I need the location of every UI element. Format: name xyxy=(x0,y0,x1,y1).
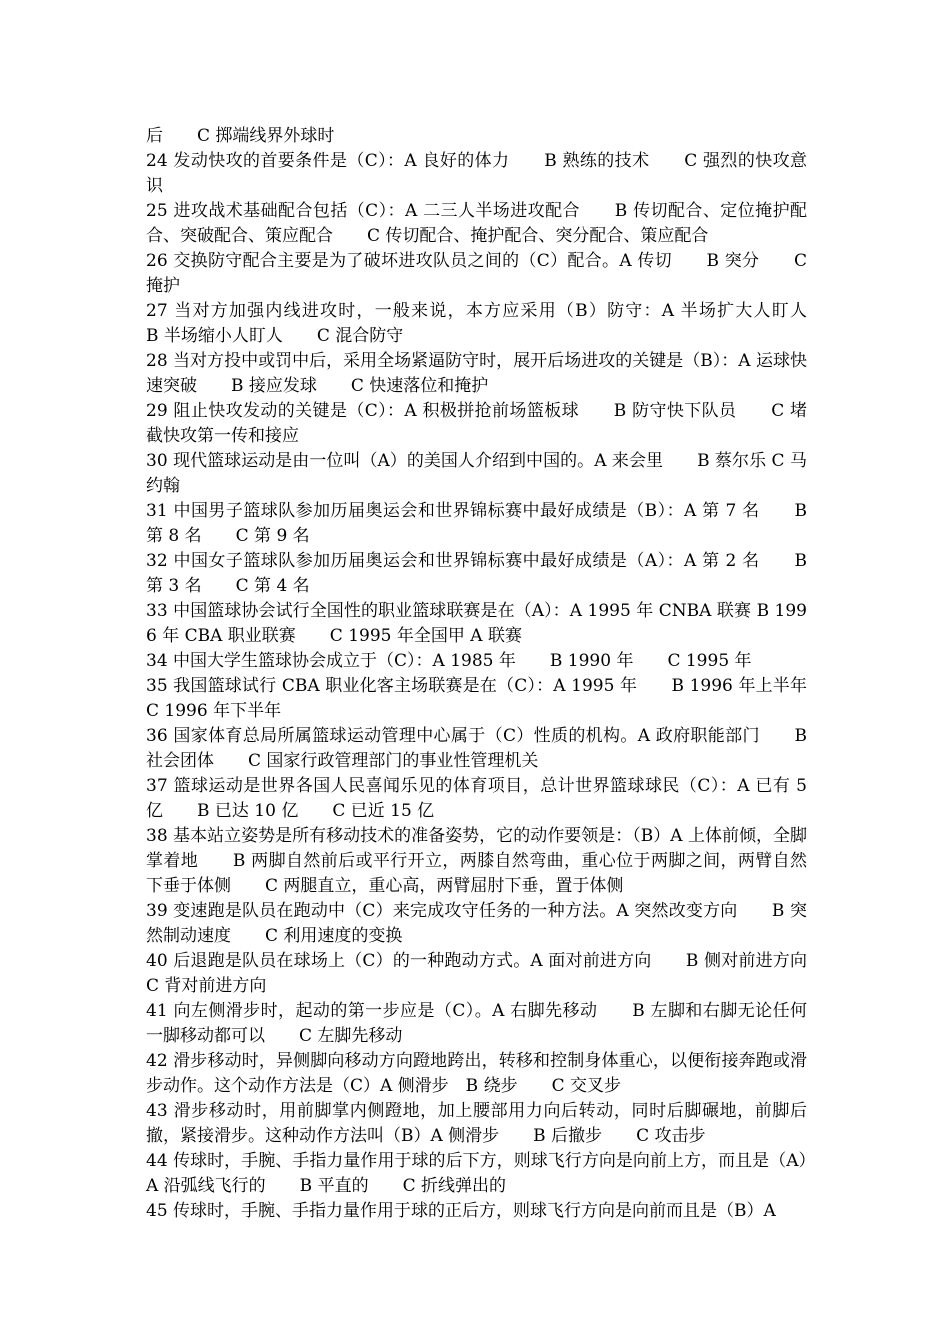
question-34: 34 中国大学生篮球协会成立于（C）：A 1985 年 B 1990 年 C 1995 年 xyxy=(146,651,752,671)
paragraph-23-tail: 后 C 掷端线界外球时 xyxy=(146,126,335,146)
question-37: 37 篮球运动是世界各国人民喜闻乐见的体育项目，总计世界篮球球民（C）：A 已有 5 亿 B 已达 10 亿 C 已近 15 亿 xyxy=(146,776,813,821)
question-30: 30 现代篮球运动是由一位叫（A）的美国人介绍到中国的。A 来会里 B 蔡尔乐 C 马约翰 xyxy=(146,451,807,496)
question-26: 26 交换防守配合主要是为了破坏进攻队员之间的（C）配合。A 传切 B 突分 C 掩护 xyxy=(146,251,813,296)
question-24: 24 发动快攻的首要条件是（C）：A 良好的体力 B 熟练的技术 C 强烈的快攻意识 xyxy=(146,151,807,196)
question-35: 35 我国篮球试行 CBA 职业化客主场联赛是在（C）：A 1995 年 B 1996 年上半年 C 1996 年下半年 xyxy=(146,676,841,721)
question-33: 33 中国篮球协会试行全国性的职业篮球联赛是在（A）：A 1995 年 CNBA 联赛 B 1996 年 CBA 职业联赛 C 1995 年全国甲 A 联赛 xyxy=(146,601,807,646)
question-44: 44 传球时，手腕、手指力量作用于球的后下方，则球飞行方向是向前上方，而且是（A）A 沿弧线飞行的 B 平直的 C 折线弹出的 xyxy=(146,1151,807,1196)
question-39: 39 变速跑是队员在跑动中（C）来完成攻守任务的一种方法。A 突然改变方向 B 突然制动速度 C 利用速度的变换 xyxy=(146,901,807,946)
document-body xyxy=(146,124,841,1224)
question-36: 36 国家体育总局所属篮球运动管理中心属于（C）性质的机构。A 政府职能部门 B 社会团体 C 国家行政管理部门的事业性管理机关 xyxy=(146,726,813,771)
question-38: 38 基本站立姿势是所有移动技术的准备姿势，它的动作要领是：（B）A 上体前倾，全脚掌着地 B 两脚自然前后或平行开立，两膝自然弯曲，重心位于两脚之间，两臂自然下垂于体侧 C 两腿直立，重心高，两臂屈肘下垂，置于体侧 xyxy=(146,826,807,896)
question-41: 41 向左侧滑步时，起动的第一步应是（C）。A 右脚先移动 B 左脚和右脚无论任何一脚移动都可以 C 左脚先移动 xyxy=(146,1001,807,1046)
question-43: 43 滑步移动时，用前脚掌内侧蹬地，加上腰部用力向后转动，同时后脚碾地，前脚后撤，紧接滑步。这种动作方法叫（B）A 侧滑步 B 后撤步 C 攻击步 xyxy=(146,1101,807,1146)
question-31: 31 中国男子篮球队参加历届奥运会和世界锦标赛中最好成绩是（B）：A 第 7 名 B 第 8 名 C 第 9 名 xyxy=(146,501,813,546)
question-28: 28 当对方投中或罚中后，采用全场紧逼防守时，展开后场进攻的关键是（B）：A 运球快速突破 B 接应发球 C 快速落位和掩护 xyxy=(146,351,807,396)
question-29: 29 阻止快攻发动的关键是（C）：A 积极拼抢前场篮板球 B 防守快下队员 C 堵截快攻第一传和接应 xyxy=(146,401,807,446)
question-40: 40 后退跑是队员在球场上（C）的一种跑动方式。A 面对前进方向 B 侧对前进方向 C 背对前进方向 xyxy=(146,951,841,996)
question-45: 45 传球时，手腕、手指力量作用于球的正后方，则球飞行方向是向前而且是（B）A xyxy=(146,1201,776,1221)
question-32: 32 中国女子篮球队参加历届奥运会和世界锦标赛中最好成绩是（A）：A 第 2 名 B 第 3 名 C 第 4 名 xyxy=(146,551,813,596)
question-27: 27 当对方加强内线进攻时，一般来说，本方应采用（B）防守：A 半场扩大人盯人 B 半场缩小人盯人 C 混合防守 xyxy=(146,301,841,346)
question-42: 42 滑步移动时，异侧脚向移动方向蹬地跨出，转移和控制身体重心，以便衔接奔跑或滑步动作。这个动作方法是（C）A 侧滑步 B 绕步 C 交叉步 xyxy=(146,1051,807,1096)
question-25: 25 进攻战术基础配合包括（C）：A 二三人半场进攻配合 B 传切配合、定位掩护配合、突破配合、策应配合 C 传切配合、掩护配合、突分配合、策应配合 xyxy=(146,201,807,246)
